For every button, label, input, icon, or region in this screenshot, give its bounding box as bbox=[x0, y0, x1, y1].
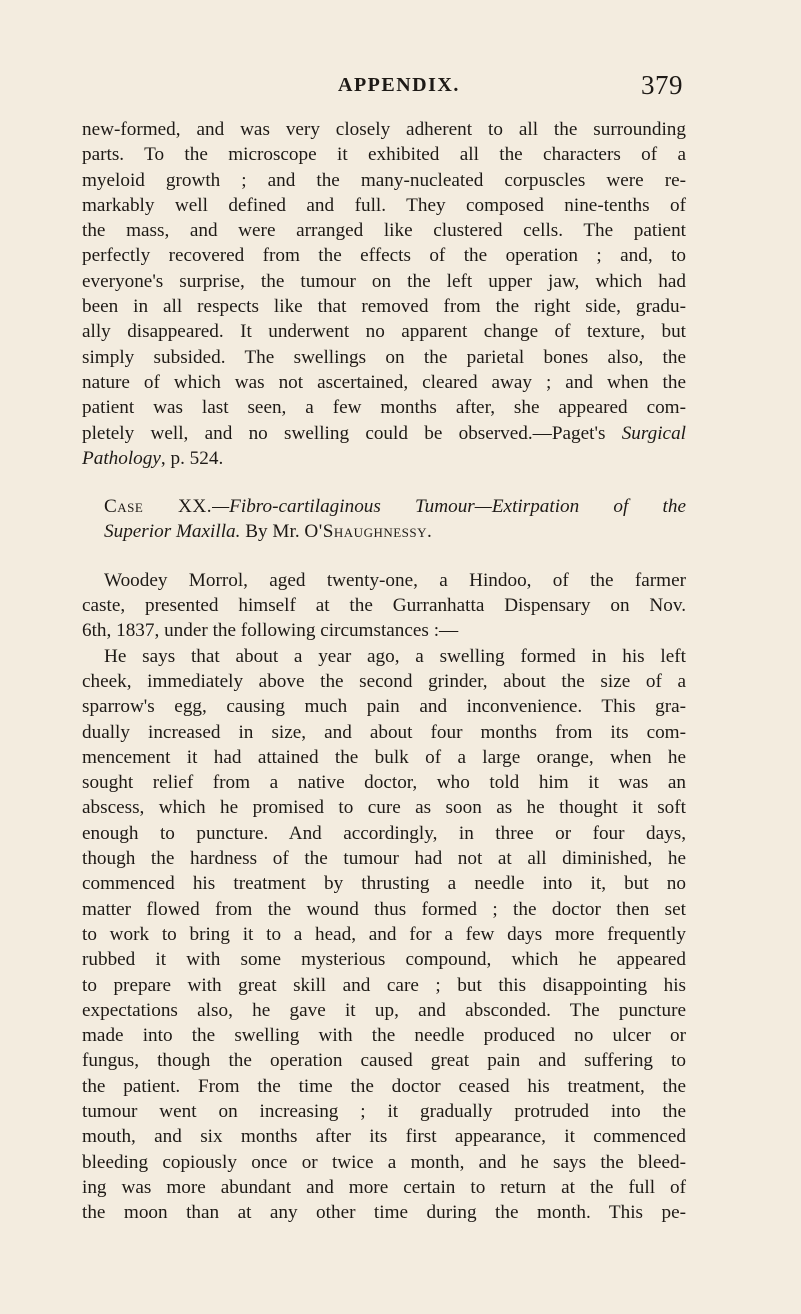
text-line: sought relief from a native doctor, who told him it was an bbox=[82, 772, 686, 794]
text-line: Woodey Morrol, aged twenty-one, a Hindoo, of the farmer bbox=[104, 569, 686, 591]
paragraph-continued bbox=[82, 117, 686, 471]
text-line: to work to bring it to a head, and for a few days more frequently bbox=[82, 923, 686, 945]
text-line: commenced his treatment by thrusting a needle into it, but no bbox=[82, 873, 686, 895]
case-heading-line bbox=[82, 494, 686, 519]
running-title: APPENDIX. bbox=[338, 74, 460, 96]
text-line: mouth, and six months after its first appearance, it commenced bbox=[82, 1126, 686, 1148]
text-line: though the hardness of the tumour had not at all diminished, he bbox=[82, 848, 686, 870]
text-line: the mass, and were arranged like clustered cells. The patient bbox=[82, 220, 686, 242]
text-line: markably well defined and full. They composed nine-tenths of bbox=[82, 194, 686, 216]
running-head bbox=[0, 70, 801, 104]
page-number: 379 bbox=[641, 70, 683, 100]
text-line: nature of which was not ascertained, cleared away ; and when the bbox=[82, 371, 686, 393]
case-heading-line bbox=[82, 519, 686, 544]
text-line: ally disappeared. It underwent no apparent change of texture, but bbox=[82, 321, 686, 343]
text-line: myeloid growth ; and the many-nucleated corpuscles were re- bbox=[82, 169, 686, 191]
case-by: By Mr. bbox=[240, 521, 305, 543]
text-line: made into the swelling with the needle produced no ulcer or bbox=[82, 1025, 686, 1047]
case-label: Case XX. bbox=[104, 496, 213, 518]
text-line: new-formed, and was very closely adherent to all the surrounding bbox=[82, 119, 686, 140]
paragraph bbox=[82, 568, 686, 644]
text-line: everyone's surprise, the tumour on the left upper jaw, which had bbox=[82, 270, 686, 292]
text-line: fungus, though the operation caused great pain and suffering to bbox=[82, 1050, 686, 1072]
text-line: sparrow's egg, causing much pain and inconvenience. This gra- bbox=[82, 696, 686, 718]
text-line: the moon than at any other time during the month. This pe- bbox=[82, 1202, 686, 1224]
citation-page: , p. 524. bbox=[160, 447, 224, 469]
text-line bbox=[82, 446, 686, 471]
text-line: patient was last seen, a few months after, she appeared com- bbox=[82, 397, 686, 419]
case-title: —Fibro-cartilaginous Tumour—Extirpation of the bbox=[212, 496, 687, 518]
body-text bbox=[82, 117, 686, 1225]
text-line: expectations also, he gave it up, and absconded. The puncture bbox=[82, 999, 686, 1021]
text-line: enough to puncture. And accordingly, in three or four days, bbox=[82, 822, 686, 844]
citation-title: Surgical bbox=[621, 422, 686, 444]
text-line: mencement it had attained the bulk of a large orange, when he bbox=[82, 746, 686, 768]
case-author: O'Shaughnessy. bbox=[304, 521, 433, 543]
text-line: bleeding copiously once or twice a month, and he says the bleed- bbox=[82, 1151, 686, 1173]
text-line: cheek, immediately above the second grinder, about the size of a bbox=[82, 670, 686, 692]
text-line: He says that about a year ago, a swelling formed in his left bbox=[104, 645, 686, 667]
text-line: matter flowed from the wound thus formed ; the doctor then set bbox=[82, 898, 686, 920]
text-line: caste, presented himself at the Gurranhatta Dispensary on Nov. bbox=[82, 595, 686, 617]
text-line: ing was more abundant and more certain to return at the full of bbox=[82, 1176, 686, 1198]
section-gap bbox=[82, 545, 686, 568]
text-line: the patient. From the time the doctor ceased his treatment, the bbox=[82, 1075, 686, 1097]
case-title-continued: Superior Maxilla. bbox=[104, 521, 241, 543]
text-line: abscess, which he promised to cure as soon as he thought it soft bbox=[82, 797, 686, 819]
case-heading bbox=[82, 494, 686, 545]
text-line: simply subsided. The swellings on the parietal bones also, the bbox=[82, 346, 686, 368]
text-line: tumour went on increasing ; it gradually protruded into the bbox=[82, 1100, 686, 1122]
text-line: 6th, 1837, under the following circumstances :— bbox=[82, 620, 459, 642]
text-line: been in all respects like that removed from the right side, gradu- bbox=[82, 296, 686, 318]
text-line: dually increased in size, and about four months from its com- bbox=[82, 721, 686, 743]
text-fragment: pletely well, and no swelling could be observed.—Paget's bbox=[82, 422, 622, 444]
text-line: rubbed it with some mysterious compound, which he appeared bbox=[82, 949, 686, 971]
text-line: parts. To the microscope it exhibited all the characters of a bbox=[82, 144, 686, 166]
citation-title-continued: Pathology bbox=[82, 447, 161, 469]
text-line: to prepare with great skill and care ; but this disappointing his bbox=[82, 974, 686, 996]
text-line bbox=[82, 421, 686, 446]
section-gap bbox=[82, 471, 686, 494]
text-line: perfectly recovered from the effects of the operation ; and, to bbox=[82, 245, 686, 267]
paragraph bbox=[82, 644, 686, 1226]
